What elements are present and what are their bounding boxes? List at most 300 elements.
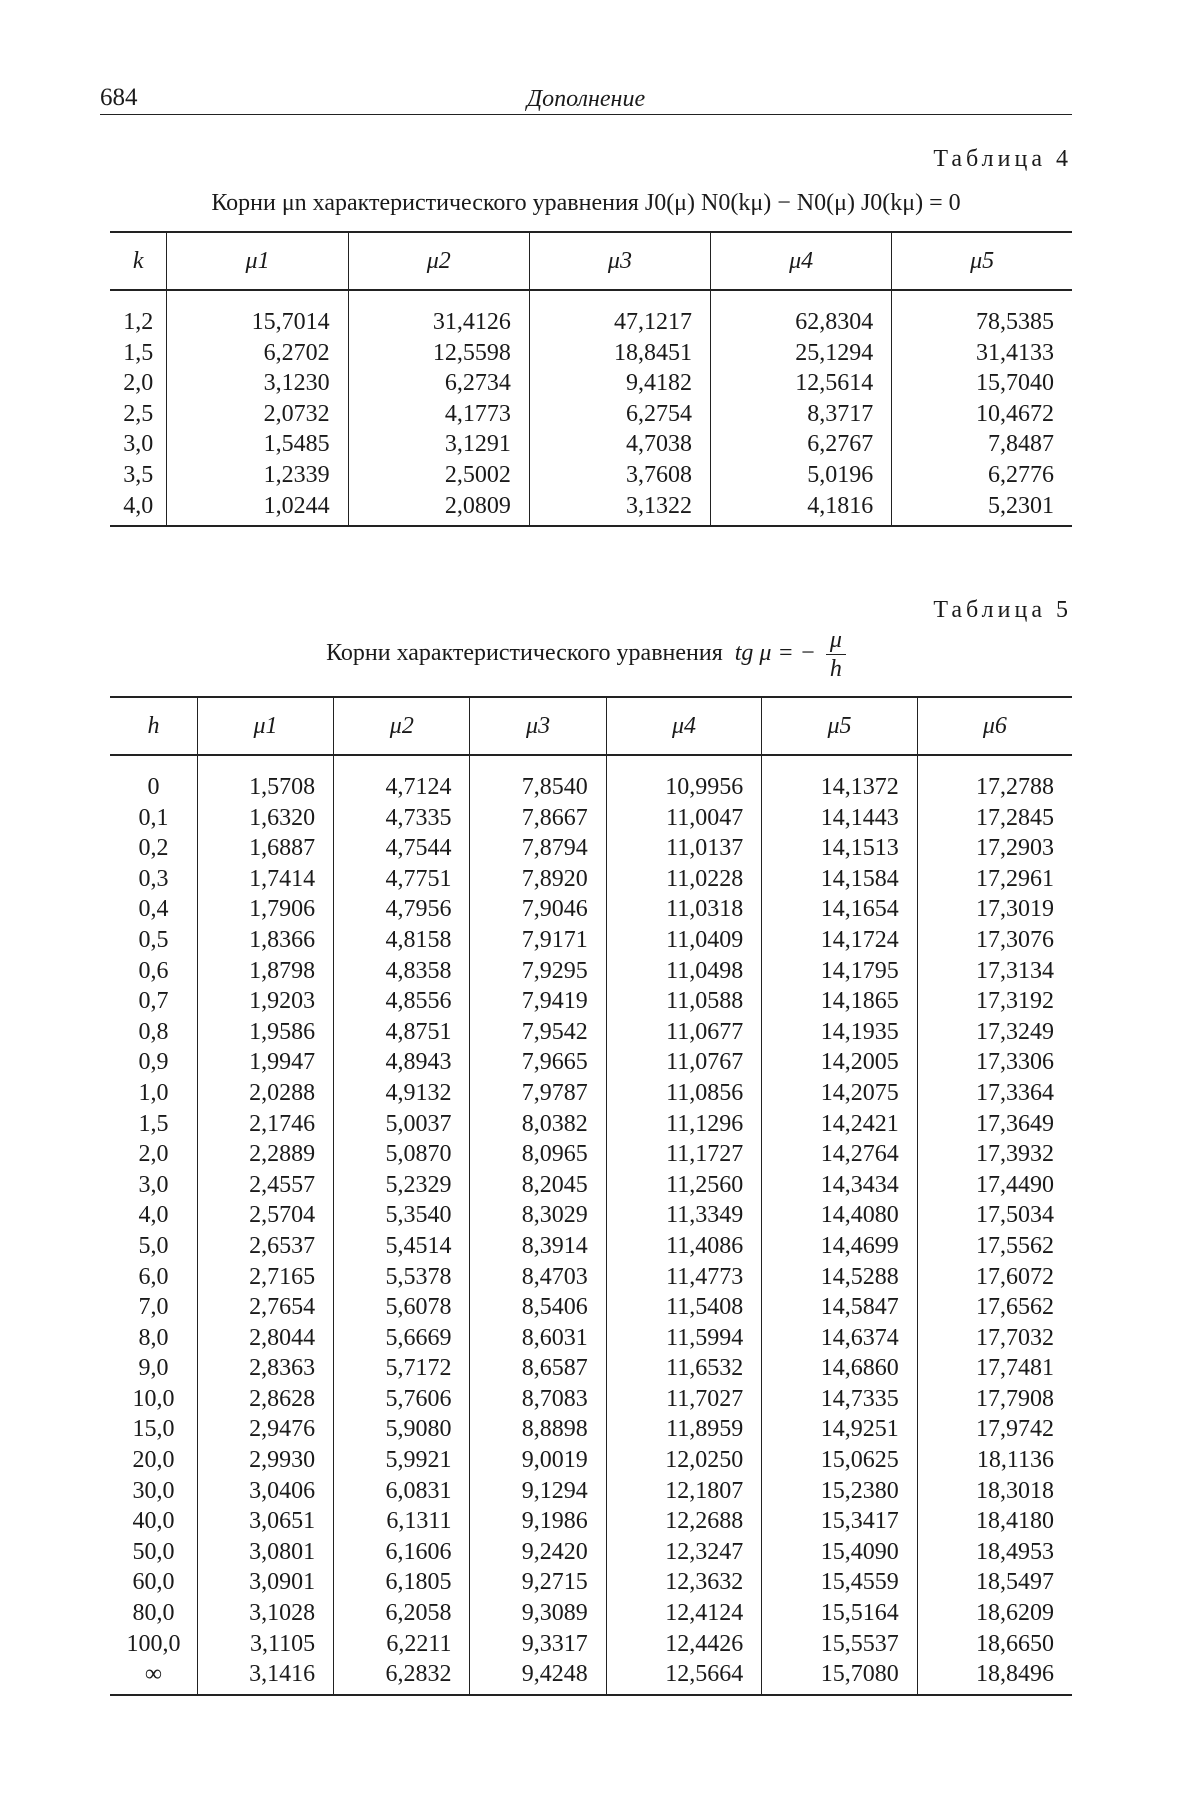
column-header: μ4	[711, 232, 892, 290]
table-row	[110, 399, 1072, 430]
root-value-cell: 18,6650	[917, 1629, 1072, 1660]
root-value-cell: 7,9542	[470, 1017, 606, 1048]
row-parameter-cell: 0	[147, 774, 160, 800]
root-value-cell: 5,2329	[334, 1170, 470, 1201]
root-value-cell: 15,4559	[762, 1567, 918, 1598]
root-value-cell: 5,0870	[334, 1139, 470, 1170]
root-value-cell: 14,1584	[762, 864, 918, 895]
root-value-cell: 2,8363	[197, 1353, 333, 1384]
column-header: μ1	[197, 697, 333, 755]
root-value-cell: 7,9295	[470, 956, 606, 987]
root-value-cell: 6,1311	[334, 1506, 470, 1537]
root-value-cell: 17,6072	[917, 1262, 1072, 1293]
root-value-cell: 17,3134	[917, 956, 1072, 987]
table-row	[110, 986, 1072, 1017]
root-value-cell: 8,3029	[470, 1200, 606, 1231]
root-value-cell: 3,1230	[167, 368, 348, 399]
table-row	[110, 1231, 1072, 1262]
root-value-cell: 5,4514	[334, 1231, 470, 1262]
root-value-cell: 17,3249	[917, 1017, 1072, 1048]
root-value-cell: 14,9251	[762, 1414, 918, 1445]
root-value-cell: 4,8556	[334, 986, 470, 1017]
root-value-cell: 15,7080	[762, 1659, 918, 1695]
root-value-cell: 5,0196	[711, 460, 892, 491]
root-value-cell: 11,0409	[606, 925, 762, 956]
header-row	[110, 232, 1072, 290]
root-value-cell: 9,4182	[529, 368, 710, 399]
root-value-cell: 11,8959	[606, 1414, 762, 1445]
table-row	[110, 772, 1072, 803]
root-value-cell: 11,2560	[606, 1170, 762, 1201]
root-value-cell: 12,4426	[606, 1629, 762, 1660]
table-row	[110, 491, 1072, 527]
row-parameter-cell: 100,0	[126, 1630, 181, 1657]
column-header: μ2	[334, 697, 470, 755]
root-value-cell: 6,0831	[334, 1476, 470, 1507]
table-row	[110, 803, 1072, 834]
root-value-cell: 1,2339	[167, 460, 348, 491]
root-value-cell: 3,0651	[197, 1506, 333, 1537]
root-value-cell: 18,6209	[917, 1598, 1072, 1629]
root-value-cell: 6,2754	[529, 399, 710, 430]
root-value-cell: 17,3019	[917, 894, 1072, 925]
root-value-cell: 9,2715	[470, 1567, 606, 1598]
row-parameter-cell: ∞	[110, 1659, 197, 1695]
root-value-cell: 4,1773	[348, 399, 529, 430]
root-value-cell: 12,4124	[606, 1598, 762, 1629]
root-value-cell: 17,3076	[917, 925, 1072, 956]
root-value-cell: 4,7335	[334, 803, 470, 834]
table-row	[110, 1476, 1072, 1507]
root-value-cell: 4,1816	[711, 491, 892, 527]
root-value-cell: 5,6669	[334, 1323, 470, 1354]
root-value-cell: 11,0498	[606, 956, 762, 987]
root-value-cell: 15,5537	[762, 1629, 918, 1660]
root-value-cell: 15,2380	[762, 1476, 918, 1507]
table-row	[110, 1078, 1072, 1109]
root-value-cell: 4,7544	[334, 833, 470, 864]
root-value-cell: 8,0382	[470, 1109, 606, 1140]
root-value-cell: 1,7906	[197, 894, 333, 925]
root-value-cell: 18,3018	[917, 1476, 1072, 1507]
root-value-cell: 12,0250	[606, 1445, 762, 1476]
table-row	[110, 1292, 1072, 1323]
root-value-cell: 7,8540	[470, 772, 606, 803]
row-parameter-cell: 0,7	[138, 988, 169, 1015]
table-row	[110, 1109, 1072, 1140]
root-value-cell: 2,0732	[167, 399, 348, 430]
root-value-cell: 9,0019	[470, 1445, 606, 1476]
root-value-cell: 18,4953	[917, 1537, 1072, 1568]
root-value-cell: 1,5485	[167, 429, 348, 460]
root-value-cell: 14,1724	[762, 925, 918, 956]
root-value-cell: 5,9080	[334, 1414, 470, 1445]
root-value-cell: 3,1291	[348, 429, 529, 460]
table4-label: Таблица 4	[933, 146, 1072, 172]
root-value-cell: 11,0137	[606, 833, 762, 864]
root-value-cell: 14,2005	[762, 1047, 918, 1078]
root-value-cell: 17,3364	[917, 1078, 1072, 1109]
table-row	[110, 1629, 1072, 1660]
root-value-cell: 3,0901	[197, 1567, 333, 1598]
row-parameter-cell: 7,0	[138, 1294, 169, 1321]
root-value-cell: 12,5598	[348, 338, 529, 369]
root-value-cell: 3,1028	[197, 1598, 333, 1629]
row-parameter-cell: 6,0	[138, 1263, 169, 1290]
fraction-denominator: h	[829, 656, 842, 682]
root-value-cell: 14,7335	[762, 1384, 918, 1415]
row-parameter-cell: 30,0	[132, 1477, 175, 1504]
root-value-cell: 11,0856	[606, 1078, 762, 1109]
table-row	[110, 1170, 1072, 1201]
root-value-cell: 1,8366	[197, 925, 333, 956]
table-row	[110, 338, 1072, 369]
table-row	[110, 894, 1072, 925]
root-value-cell: 5,3540	[334, 1200, 470, 1231]
column-header: μ3	[529, 232, 710, 290]
table-row	[110, 368, 1072, 399]
root-value-cell: 17,4490	[917, 1170, 1072, 1201]
row-parameter-cell: 0,5	[138, 926, 169, 953]
row-parameter-cell: 2,0	[123, 370, 154, 397]
root-value-cell: 17,3932	[917, 1139, 1072, 1170]
root-value-cell: 7,8667	[470, 803, 606, 834]
root-value-cell: 78,5385	[892, 307, 1072, 338]
root-value-cell: 12,2688	[606, 1506, 762, 1537]
table-row	[110, 1017, 1072, 1048]
row-parameter-cell: 9,0	[138, 1355, 169, 1382]
root-value-cell: 1,6320	[197, 803, 333, 834]
root-value-cell: 15,5164	[762, 1598, 918, 1629]
root-value-cell: 2,8628	[197, 1384, 333, 1415]
root-value-cell: 8,2045	[470, 1170, 606, 1201]
root-value-cell: 11,0318	[606, 894, 762, 925]
root-value-cell: 3,1322	[529, 491, 710, 527]
root-value-cell: 14,6374	[762, 1323, 918, 1354]
root-value-cell: 14,1372	[762, 772, 918, 803]
root-value-cell: 15,3417	[762, 1506, 918, 1537]
root-value-cell: 4,7038	[529, 429, 710, 460]
row-parameter-cell: 1,0	[138, 1079, 169, 1106]
root-value-cell: 7,8487	[892, 429, 1072, 460]
root-value-cell: 2,4557	[197, 1170, 333, 1201]
column-header: μ5	[762, 697, 918, 755]
root-value-cell: 7,8920	[470, 864, 606, 895]
table4-caption: Корни μn характеристического уравнения J0(μ) N0(kμ) − N0(μ) J0(kμ) = 0	[211, 190, 961, 216]
root-value-cell: 14,1654	[762, 894, 918, 925]
root-value-cell: 8,6031	[470, 1323, 606, 1354]
column-header: μ3	[470, 697, 606, 755]
root-value-cell: 8,4703	[470, 1262, 606, 1293]
root-value-cell: 62,8304	[711, 307, 892, 338]
root-value-cell: 6,1606	[334, 1537, 470, 1568]
root-value-cell: 31,4126	[348, 307, 529, 338]
row-parameter-cell: 1,2	[123, 309, 154, 335]
root-value-cell: 1,6887	[197, 833, 333, 864]
root-value-cell: 11,5994	[606, 1323, 762, 1354]
root-value-cell: 1,9947	[197, 1047, 333, 1078]
table-row	[110, 1567, 1072, 1598]
root-value-cell: 2,0288	[197, 1078, 333, 1109]
root-value-cell: 7,9787	[470, 1078, 606, 1109]
root-value-cell: 17,7481	[917, 1353, 1072, 1384]
row-parameter-cell: 80,0	[132, 1600, 175, 1627]
root-value-cell: 1,9586	[197, 1017, 333, 1048]
root-value-cell: 3,1416	[197, 1659, 333, 1695]
root-value-cell: 9,3317	[470, 1629, 606, 1660]
root-value-cell: 1,8798	[197, 956, 333, 987]
root-value-cell: 14,2764	[762, 1139, 918, 1170]
spacer-row	[110, 290, 1072, 307]
table5-caption-fraction	[826, 628, 846, 681]
root-value-cell: 17,7908	[917, 1384, 1072, 1415]
root-value-cell: 11,1296	[606, 1109, 762, 1140]
header-row	[110, 697, 1072, 755]
table-row	[110, 1139, 1072, 1170]
root-value-cell: 6,2767	[711, 429, 892, 460]
root-value-cell: 8,6587	[470, 1353, 606, 1384]
table-row	[110, 1445, 1072, 1476]
root-value-cell: 18,5497	[917, 1567, 1072, 1598]
root-value-cell: 25,1294	[711, 338, 892, 369]
row-parameter-cell: 0,6	[138, 957, 169, 984]
row-parameter-cell: 3,5	[123, 461, 154, 488]
root-value-cell: 3,7608	[529, 460, 710, 491]
root-value-cell: 17,7032	[917, 1323, 1072, 1354]
column-header: μ1	[167, 232, 348, 290]
root-value-cell: 1,7414	[197, 864, 333, 895]
row-parameter-cell: 2,0	[138, 1141, 169, 1168]
table-row	[110, 1414, 1072, 1445]
root-value-cell: 11,4086	[606, 1231, 762, 1262]
column-header: μ4	[606, 697, 762, 755]
root-value-cell: 15,4090	[762, 1537, 918, 1568]
root-value-cell: 5,6078	[334, 1292, 470, 1323]
root-value-cell: 12,1807	[606, 1476, 762, 1507]
root-value-cell: 11,0228	[606, 864, 762, 895]
root-value-cell: 8,0965	[470, 1139, 606, 1170]
root-value-cell: 2,1746	[197, 1109, 333, 1140]
root-value-cell: 17,2903	[917, 833, 1072, 864]
root-value-cell: 14,4080	[762, 1200, 918, 1231]
root-value-cell: 1,5708	[197, 772, 333, 803]
table5-label: Таблица 5	[933, 597, 1072, 623]
root-value-cell: 14,1935	[762, 1017, 918, 1048]
root-value-cell: 1,9203	[197, 986, 333, 1017]
root-value-cell: 6,2832	[334, 1659, 470, 1695]
root-value-cell: 17,3306	[917, 1047, 1072, 1078]
row-parameter-cell: 0,4	[138, 896, 169, 923]
root-value-cell: 15,0625	[762, 1445, 918, 1476]
row-parameter-cell: 5,0	[138, 1232, 169, 1259]
row-parameter-cell: 3,0	[138, 1171, 169, 1198]
root-value-cell: 7,8794	[470, 833, 606, 864]
root-value-cell: 1,0244	[167, 491, 348, 527]
table-row	[110, 1506, 1072, 1537]
row-parameter-cell: 2,5	[123, 400, 154, 427]
table5-caption	[100, 628, 1072, 681]
root-value-cell: 8,3914	[470, 1231, 606, 1262]
page-number: 684	[100, 84, 138, 111]
row-parameter-cell: 4,0	[110, 491, 167, 527]
root-value-cell: 10,9956	[606, 772, 762, 803]
table-row	[110, 956, 1072, 987]
root-value-cell: 6,2058	[334, 1598, 470, 1629]
table-row	[110, 1659, 1072, 1695]
root-value-cell: 12,3247	[606, 1537, 762, 1568]
root-value-cell: 7,9665	[470, 1047, 606, 1078]
root-value-cell: 14,5847	[762, 1292, 918, 1323]
root-value-cell: 17,5034	[917, 1200, 1072, 1231]
table-row	[110, 1200, 1072, 1231]
row-parameter-cell: 1,5	[123, 339, 154, 366]
table-row	[110, 1384, 1072, 1415]
running-title: Дополнение	[526, 86, 646, 112]
root-value-cell: 14,2421	[762, 1109, 918, 1140]
root-value-cell: 11,5408	[606, 1292, 762, 1323]
root-value-cell: 14,2075	[762, 1078, 918, 1109]
row-parameter-cell: 8,0	[138, 1324, 169, 1351]
root-value-cell: 9,1986	[470, 1506, 606, 1537]
table-row	[110, 1598, 1072, 1629]
root-value-cell: 8,3717	[711, 399, 892, 430]
root-value-cell: 5,9921	[334, 1445, 470, 1476]
root-value-cell: 11,6532	[606, 1353, 762, 1384]
root-value-cell: 4,7956	[334, 894, 470, 925]
root-value-cell: 12,3632	[606, 1567, 762, 1598]
root-value-cell: 18,4180	[917, 1506, 1072, 1537]
root-value-cell: 5,0037	[334, 1109, 470, 1140]
spacer-row	[110, 755, 1072, 772]
table-row	[110, 1047, 1072, 1078]
root-value-cell: 2,7654	[197, 1292, 333, 1323]
root-value-cell: 6,2734	[348, 368, 529, 399]
root-value-cell: 6,2776	[892, 460, 1072, 491]
root-value-cell: 18,1136	[917, 1445, 1072, 1476]
root-value-cell: 9,4248	[470, 1659, 606, 1695]
root-value-cell: 3,1105	[197, 1629, 333, 1660]
table-row	[110, 460, 1072, 491]
row-parameter-cell: 4,0	[138, 1202, 169, 1229]
row-parameter-cell: 0,8	[138, 1018, 169, 1045]
root-value-cell: 12,5664	[606, 1659, 762, 1695]
row-parameter-cell: 15,0	[132, 1416, 175, 1443]
root-value-cell: 14,3434	[762, 1170, 918, 1201]
root-value-cell: 11,0767	[606, 1047, 762, 1078]
root-value-cell: 4,8158	[334, 925, 470, 956]
root-value-cell: 2,9930	[197, 1445, 333, 1476]
table5-caption-formula: tg μ = −	[734, 640, 816, 667]
root-value-cell: 3,0801	[197, 1537, 333, 1568]
root-value-cell: 2,6537	[197, 1231, 333, 1262]
root-value-cell: 4,8751	[334, 1017, 470, 1048]
root-value-cell: 9,1294	[470, 1476, 606, 1507]
root-value-cell: 11,1727	[606, 1139, 762, 1170]
root-value-cell: 17,6562	[917, 1292, 1072, 1323]
root-value-cell: 11,4773	[606, 1262, 762, 1293]
table-row	[110, 429, 1072, 460]
root-value-cell: 17,3192	[917, 986, 1072, 1017]
row-parameter-cell: 60,0	[132, 1569, 175, 1596]
column-header: μ6	[917, 697, 1072, 755]
root-value-cell: 14,1513	[762, 833, 918, 864]
row-parameter-cell: 10,0	[132, 1385, 175, 1412]
column-header: μ5	[892, 232, 1072, 290]
fraction-numerator: μ	[826, 628, 846, 655]
root-value-cell: 18,8496	[917, 1659, 1072, 1695]
root-value-cell: 5,7606	[334, 1384, 470, 1415]
root-value-cell: 15,7040	[892, 368, 1072, 399]
root-value-cell: 12,5614	[711, 368, 892, 399]
root-value-cell: 15,7014	[167, 307, 348, 338]
root-value-cell: 11,7027	[606, 1384, 762, 1415]
row-parameter-cell: 0,9	[138, 1049, 169, 1076]
root-value-cell: 14,4699	[762, 1231, 918, 1262]
root-value-cell: 11,3349	[606, 1200, 762, 1231]
root-value-cell: 7,9046	[470, 894, 606, 925]
column-header: μ2	[348, 232, 529, 290]
root-value-cell: 4,7124	[334, 772, 470, 803]
root-value-cell: 6,2211	[334, 1629, 470, 1660]
root-value-cell: 11,0677	[606, 1017, 762, 1048]
root-value-cell: 2,2889	[197, 1139, 333, 1170]
root-value-cell: 5,5378	[334, 1262, 470, 1293]
root-value-cell: 47,1217	[529, 307, 710, 338]
root-value-cell: 2,9476	[197, 1414, 333, 1445]
root-value-cell: 2,5002	[348, 460, 529, 491]
row-parameter-cell: 0,2	[138, 835, 169, 862]
root-value-cell: 17,5562	[917, 1231, 1072, 1262]
root-value-cell: 17,2961	[917, 864, 1072, 895]
root-value-cell: 10,4672	[892, 399, 1072, 430]
column-header: k	[110, 232, 167, 290]
row-parameter-cell: 40,0	[132, 1508, 175, 1535]
root-value-cell: 5,2301	[892, 491, 1072, 527]
table-row	[110, 833, 1072, 864]
root-value-cell: 17,3649	[917, 1109, 1072, 1140]
table-row	[110, 864, 1072, 895]
root-value-cell: 17,2845	[917, 803, 1072, 834]
row-parameter-cell: 20,0	[132, 1447, 175, 1474]
root-value-cell: 6,2702	[167, 338, 348, 369]
root-value-cell: 2,5704	[197, 1200, 333, 1231]
table5-caption-text: Корни характеристического уравнения	[326, 640, 723, 667]
row-parameter-cell: 50,0	[132, 1538, 175, 1565]
root-value-cell: 18,8451	[529, 338, 710, 369]
root-value-cell: 5,7172	[334, 1353, 470, 1384]
root-value-cell: 4,8358	[334, 956, 470, 987]
root-value-cell: 7,9419	[470, 986, 606, 1017]
root-value-cell: 14,6860	[762, 1353, 918, 1384]
root-value-cell: 2,0809	[348, 491, 529, 527]
root-value-cell: 14,1443	[762, 803, 918, 834]
table-row	[110, 1353, 1072, 1384]
root-value-cell: 4,8943	[334, 1047, 470, 1078]
root-value-cell: 11,0047	[606, 803, 762, 834]
root-value-cell: 8,8898	[470, 1414, 606, 1445]
table4	[110, 231, 1072, 527]
root-value-cell: 8,7083	[470, 1384, 606, 1415]
root-value-cell: 31,4133	[892, 338, 1072, 369]
table-row	[110, 925, 1072, 956]
root-value-cell: 14,1795	[762, 956, 918, 987]
root-value-cell: 17,9742	[917, 1414, 1072, 1445]
column-header: h	[110, 697, 197, 755]
root-value-cell: 7,9171	[470, 925, 606, 956]
root-value-cell: 4,7751	[334, 864, 470, 895]
table-row	[110, 1323, 1072, 1354]
root-value-cell: 9,2420	[470, 1537, 606, 1568]
